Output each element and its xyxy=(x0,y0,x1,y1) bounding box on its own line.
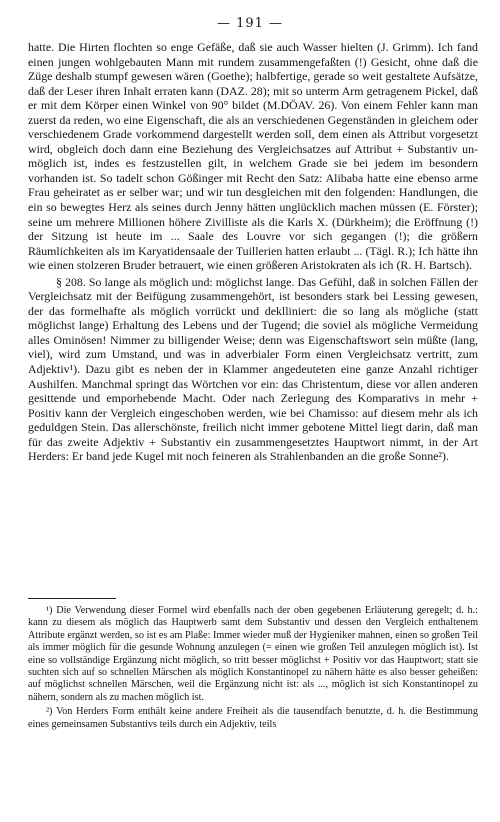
main-text xyxy=(28,40,478,464)
footnote-divider xyxy=(28,598,116,599)
footnote-1: ¹) Die Verwendung dieser Formel wird ebenfalls nach der oben gegebenen Erläuterung geregelt; d. h.: kann zu diesem als möglich das Hauptwerb samt dem Substantiv und dessen den Vergleich enthaltenem Attribute ergänzt werden, so ist es am Plaße: Immer wieder muß der Hygieniker mahnen, einen so großen Teil als immer möglich für die gesunde Wohnung anzulegen (= einen wie großen Teil anzulegen möglich ist). Ist eine so vollständige Ergänzung nicht möglich, so tritt besser möglichst + Positiv vor das Hauptwort; statt sie suchten sich auf so schnellen Märschen als möglich Konstantinopel zu nähern hätte es also besser geheißen: auf möglichst schnellen Märschen, weil die Ergänzung nicht ist: als ..., möglich ist sich Konstantinopel zu nähern, sondern als zu machen möglich ist. xyxy=(28,605,478,703)
paragraph-continuation: hatte. Die Hirten flochten so enge Gefäße, daß sie auch Wasser hielten (J. Grimm). Ich fand einen jungen wohlgebauten Mann mit rundem zusammengefaßten (!) Gesicht, ohne daß die Züge deshalb stumpf gewesen wären (Goethe); halbfertige, gerade so weit gestaltete Aufsätze, daß der Leser ihren Inhalt erraten kann (DAZ. 28); mit so unterm Arm getragenem Pickel, daß er mit dem Körper einen Winkel von 90° bildet (M.DÖAV. 26). Von einem Fehler kann man zuerst da reden, wo eine Eigenschaft, die als an verschiedenen Gegenständen in gleichem oder verschiedenem Grade vorkommend dargestellt werden soll, dem einen als Attribut vorgesetzt wird, obgleich doch dann eine Beziehung des Vergleichsatzes auf Attribut + Substantiv un-möglich ist, indes es festzustellen gilt, in welchem Grade sie bei jedem im besondern vorhanden ist. So tadelt schon Gößinger mit Recht den Satz: Alibaba hatte eine ebenso arme Frau geheiratet as er selber war; und wir tun desgleichen mit den folgenden: Handlungen, die ein so bewegtes Herz als seines durch Jenny hätten unglücklich machen müssen (E. Förster); seine um mehrere Millionen höhere Zivilliste als die Karls X. (Dürkheim); die Eröffnung (!) der Sitzung ist heute im ... Saale des Louvre vor sich gegangen (!); die größern Räumlichkeiten als im Karyatidensaale der Tuillerien hatten erlaubt ... (Tägl. R.); Ich hätte ihn wie einen stolzeren Bruder betrauert, wie einen größeren Aristokraten als ich (R. H. Bartsch). xyxy=(28,40,478,273)
footnote-2: ²) Von Herders Form enthält keine andere Freiheit als die tausendfach benutzte, d. h. die Bestimmung eines gemeinsamen Substantivs teils durch ein Adjektiv, teils xyxy=(28,706,478,730)
footnotes xyxy=(28,605,478,731)
paragraph-section-208: § 208. So lange als möglich und: möglichst lange. Das Gefühl, daß in solchen Fällen der Vergleichsatz mit der Beifügung zusammengehört, ist besonders stark bei Lessing gewesen, der das formelhafte als möglich vorrückt und deklliniert: die so lang als mögliche (statt möglichst lange) Erhaltung des Lebens und der Tugend; die soviel als mögliche Vermeidung alles Ominösen! Nimmer zu billigender Weise; denn was Eigenschaftswort sein müßte (lang, viel), wird zum Umstand, und was in adverbialer Form einen Vergleichsatz vertritt, zum Adjektiv¹). Dazu gibt es neben der in Klammer angedeuteten eine ganze Anzahl richtiger Aushilfen. Manchmal springt das Wörtchen vor ein: das Christentum, diese vor allen anderen gesittende und emporhebende Macht. Oder nach Zerlegung des Komparativs in mehr + Positiv kann der Vergleich eingeschoben werden, wie bei Chamisso: auf diesem mehr als ich geduldgen Stein. Das allerschönste, freilich nicht immer gebotene Mittel liegt darin, daß man für das zweite Adjektiv + Substantiv ein zusammengesetztes Hauptwort nimmt, in der Art Herders: Er band jede Kugel mit noch feineren als Strahlenbanden an die große Sonne²). xyxy=(28,274,478,464)
page-number-header: — 191 — xyxy=(216,16,284,31)
